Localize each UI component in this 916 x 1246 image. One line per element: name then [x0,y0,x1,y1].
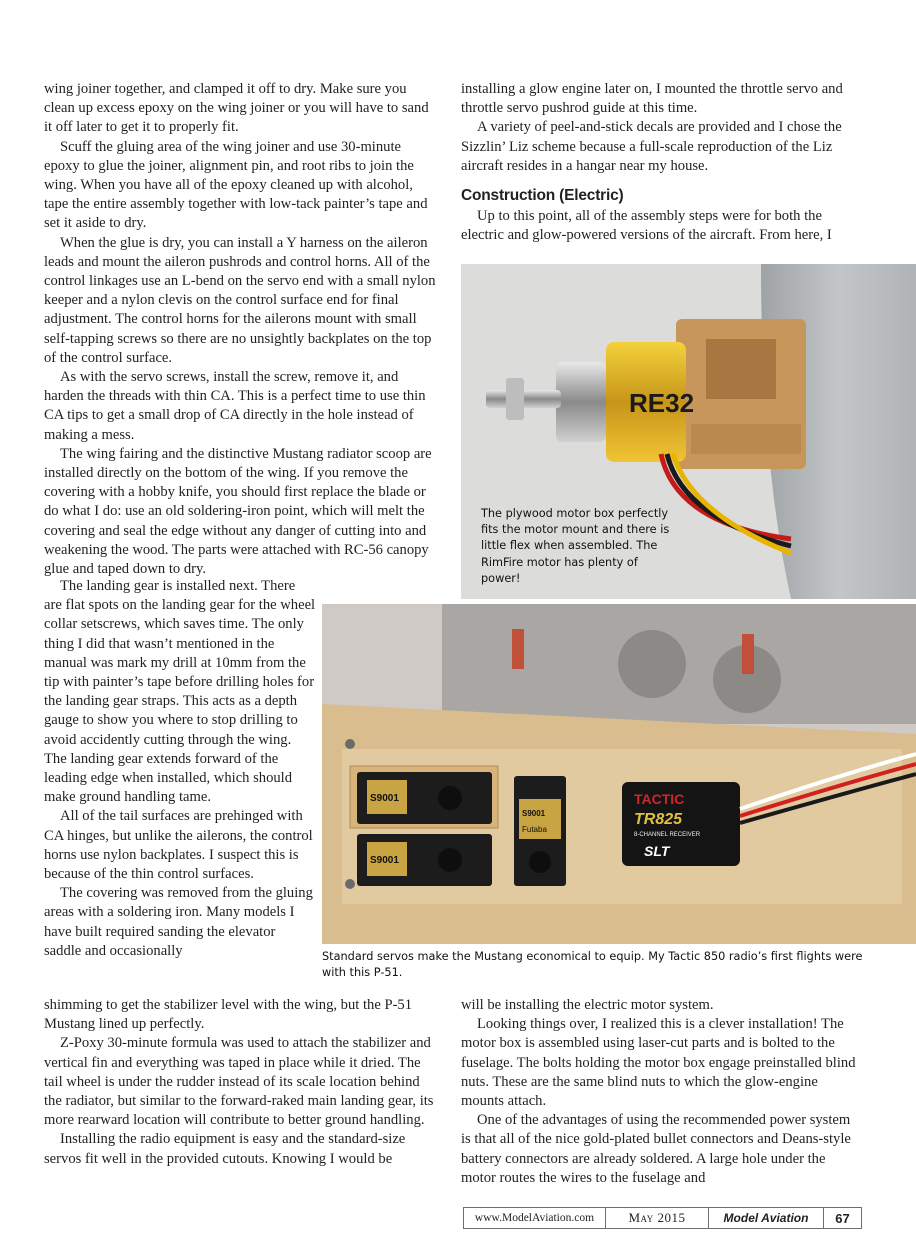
right-column-top-text [461,80,857,245]
paragraph: One of the advantages of using the recommended power system is that all of the nice gold-plated bullet connectors and Deans-style battery connectors are already soldered. A large hole under the motor routes the wires to the fuselage and [461,1112,851,1186]
paragraph: Scuff the gluing area of the wing joiner and use 30-minute epoxy to glue the joiner, alignment pin, and root ribs to join the wing. When you have all of the epoxy cleaned up with alcohol, tape the entire assembly together with low-tack painter’s tape and set it aside to dry. [44,138,428,232]
servo-2-label: S9001 [370,855,399,866]
footer-url: www.ModelAviation.com [464,1208,606,1228]
receiver-slt: SLT [644,843,670,859]
left-column-top-text [44,80,436,579]
paragraph: Up to this point, all of the assembly steps were for both the electric and glow-powered versions of the aircraft. From here, I [461,208,832,244]
paragraph: Looking things over, I realized this is a clever installation! The motor box is assembled using laser-cut parts and is bolted to the fuselage. The bolts holding the motor box engage preinstalled blind nuts. These are the same blind nuts to which the glow-engine mounts attach. [461,1016,856,1110]
paragraph: installing a glow engine later on, I mounted the throttle servo and throttle servo pushrod guide at this time. [461,81,843,117]
receiver-model: TR825 [634,811,683,828]
paragraph: All of the tail surfaces are prehinged with CA hinges, but unlike the ailerons, the control horns use nylon backplates. I suspect this is because of the thin control surfaces. [44,808,313,883]
motor-label: RE32 [629,388,695,418]
paragraph: The landing gear is installed next. There are flat spots on the landing gear for the wheel collar setscrews, which saves time. The only thing I did that wasn’t mentioned in the manual was mark my drill at 10mm from the tip with painter’s tape before drilling holes for the landing gear straps. This acts as a depth gauge to show you where to stop drilling to avoid accidently cutting through the wing. The landing gear extends forward of the leading edge when installed, which should make ground handling tame. [44,578,316,806]
right-column-intro [461,80,857,176]
paragraph: When the glue is dry, you can install a Y harness on the aileron leads and mount the aileron pushrods and control horns. All of the control linkages use an L-bend on the servo end with a small nylon keeper and a nylon clevis on the control surface end for final adjustment. The control horns for the ailerons mount with small self-tapping screws so there are no unsightly backplates on the top of the control surface. [44,234,436,366]
motor-photo-caption: The plywood motor box perfectly fits the motor mount and there is little flex when assembled. The RimFire motor has plenty of power! [481,507,670,585]
paragraph: will be installing the electric motor system. [461,997,714,1013]
servo-3-label: S9001 [522,809,546,818]
paragraph: wing joiner together, and clamped it off to dry. Make sure you clean up excess epoxy on the wing joiner or you will have to sand it off later to get it to properly fit. [44,81,429,136]
servo-brand-label: Futaba [522,825,547,834]
receiver-description: 8-CHANNEL RECEIVER [634,832,701,838]
footer-magazine-name: Model Aviation [709,1208,824,1228]
page-footer [463,1207,862,1229]
servo-photo [322,604,916,944]
paragraph: The wing fairing and the distinctive Mustang radiator scoop are installed directly on the bottom of the wing. If you remove the covering with a hobby knife, you should first replace the blade or do what I do: use an old soldering-iron point, which will melt the covering and seal the edge without any danger of cutting into and weakening the wood. The parts were attached with RC-56 canopy glue and taped down to dry. [44,445,432,578]
left-column-bottom-text [44,996,436,1169]
right-column-bottom-text [461,996,857,1188]
paragraph: Installing the radio equipment is easy and the standard-size servos fit well in the provided cutouts. Knowing I would be [44,1131,406,1167]
paragraph: Z-Poxy 30-minute formula was used to attach the stabilizer and vertical fin and everything was taped in place while it dried. The tail wheel is under the rudder instead of its scale location behind the radiator, but similar to the forward-raked main landing gear, its more rearward location will contribute to better ground handling. [44,1035,434,1129]
servo-1-label: S9001 [370,793,399,804]
right-column-section-text [461,207,857,245]
section-heading: Construction (Electric) [461,187,624,205]
paragraph: The covering was removed from the gluing areas with a soldering iron. Many models I have built required sanding the elevator saddle and occasionally [44,885,313,959]
servo-photo-caption: Standard servos make the Mustang economical to equip. My Tactic 850 radio’s first flights were with this P-51. [322,950,863,980]
paragraph: shimming to get the stabilizer level with the wing, but the P-51 Mustang lined up perfectly. [44,997,413,1033]
left-column-wrapped-text [44,577,316,961]
paragraph: As with the servo screws, install the screw, remove it, and harden the threads with thin CA. This is a perfect time to use thin CA tips to get a small drop of CA directly in the hole instead of making a mess. [44,369,426,443]
paragraph: A variety of peel-and-stick decals are provided and I chose the Sizzlin’ Liz scheme because a full-scale reproduction of the Liz aircraft resides in a hangar near my house. [461,119,842,174]
page-number: 67 [835,1210,850,1226]
servo-photo-illustration [322,604,916,944]
receiver-brand: TACTIC [634,791,685,807]
footer-date: May 2015 [606,1208,709,1228]
